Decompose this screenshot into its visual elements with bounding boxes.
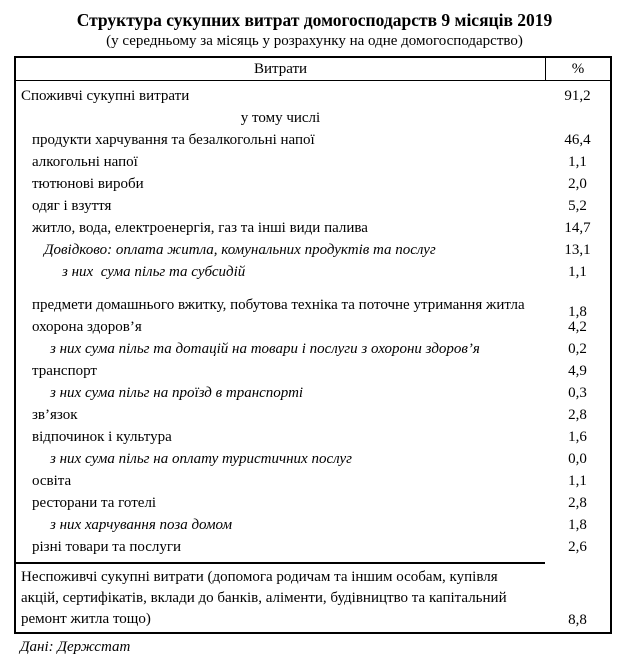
row-value: 2,6 — [568, 539, 587, 555]
nonconsumption-row — [16, 562, 610, 632]
row-label: ресторани та готелі — [32, 495, 157, 511]
table-row — [16, 514, 610, 536]
row-value: 2,8 — [568, 495, 587, 511]
row-value — [545, 107, 610, 129]
row-label: алкогольні напої — [32, 154, 138, 170]
page-title: Структура сукупних витрат домогосподарств 9 місяців 2019 — [76, 10, 553, 30]
table-row — [16, 448, 610, 470]
table-rows — [16, 81, 610, 558]
row-label: транспорт — [32, 363, 97, 379]
row-label: у тому числі — [240, 110, 321, 126]
row-label: Споживчі сукупні витрати — [21, 88, 190, 104]
header-percent-label: % — [545, 58, 610, 80]
table-row — [16, 129, 610, 151]
row-value: 1,1 — [568, 154, 587, 170]
row-value: 2,8 — [568, 407, 587, 423]
table-row — [16, 239, 610, 261]
row-label: з них сума пільг та дотацій на товари і послуги з охорони здоров’я — [50, 341, 480, 357]
row-value: 14,7 — [564, 220, 591, 236]
page-subtitle: (у середньому за місяць у розрахунку на одне домогосподарство) — [106, 33, 523, 49]
expenses-table — [14, 56, 612, 634]
row-value: 2,0 — [568, 176, 587, 192]
table-row — [16, 404, 610, 426]
row-label: охорона здоров’я — [32, 319, 142, 335]
row-value: 1,6 — [568, 429, 587, 445]
row-value: 91,2 — [564, 88, 591, 104]
table-row — [16, 382, 610, 404]
row-value: 0,3 — [568, 385, 587, 401]
row-label: предмети домашнього вжитку, побутова техніка та поточне утримання житла — [32, 297, 525, 313]
table-row — [16, 173, 610, 195]
row-label: з них сума пільг на проїзд в транспорті — [50, 385, 304, 401]
row-value: 46,4 — [564, 132, 591, 148]
table-header — [16, 58, 610, 81]
row-value: 1,1 — [568, 264, 587, 280]
row-label: житло, вода, електроенергія, газ та інші види палива — [32, 220, 368, 236]
table-row — [16, 151, 610, 173]
row-value: 0,2 — [568, 341, 587, 357]
table-row — [16, 492, 610, 514]
row-value: 1,8 — [568, 517, 587, 533]
row-value: 5,2 — [568, 198, 587, 214]
row-value: 4,9 — [568, 363, 587, 379]
table-row — [16, 261, 610, 283]
row-value: 13,1 — [564, 242, 591, 258]
table-row — [16, 217, 610, 239]
row-label: різні товари та послуги — [32, 539, 182, 555]
table-row — [16, 85, 610, 107]
table-row — [16, 536, 610, 558]
source-note: Дані: Держстат — [20, 639, 131, 655]
row-label: Неспоживчі сукупні витрати (допомога родичам та іншим особам, купівля акцій, сертифікатів, вклади до банків, аліменти, будівництво та капітальний ремонт житла тощо) — [16, 562, 545, 632]
row-value: 1,1 — [568, 473, 587, 489]
header-expenses-label: Витрати — [253, 61, 308, 77]
table-row — [16, 107, 610, 129]
table-row — [16, 316, 610, 338]
row-label: тютюнові вироби — [32, 176, 144, 192]
row-value: 0,0 — [568, 451, 587, 467]
row-label: з них сума пільг на оплату туристичних послуг — [50, 451, 352, 467]
table-row — [16, 470, 610, 492]
row-label: одяг і взуття — [32, 198, 112, 214]
row-label: з них сума пільг та субсидій — [62, 264, 246, 280]
row-label: Довідково: оплата житла, комунальних продуктів та послуг — [44, 242, 436, 258]
table-row — [16, 195, 610, 217]
row-label: з них харчування поза домом — [50, 517, 233, 533]
row-label: відпочинок і культура — [32, 429, 172, 445]
row-label: продукти харчування та безалкогольні напої — [32, 132, 315, 148]
row-value: 1,8 — [568, 304, 587, 320]
row-value: 4,2 — [568, 319, 587, 335]
table-row — [16, 338, 610, 360]
row-value: 8,8 — [568, 612, 587, 628]
table-row — [16, 360, 610, 382]
row-label: зв’язок — [32, 407, 78, 423]
table-row — [16, 426, 610, 448]
row-label: освіта — [32, 473, 72, 489]
table-row — [16, 294, 610, 320]
